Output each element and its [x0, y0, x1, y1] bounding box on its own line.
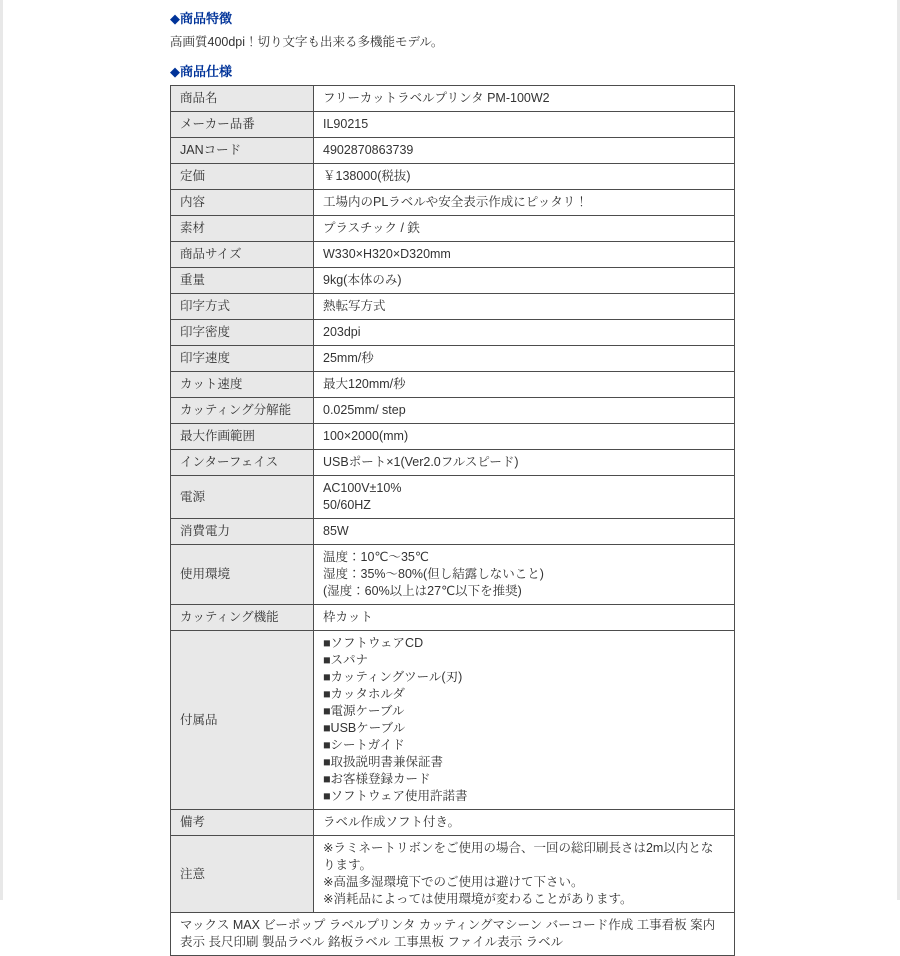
spec-row: [171, 398, 735, 424]
spec-label: カッティング分解能: [171, 398, 314, 424]
spec-value-line: ■お客様登録カード: [323, 772, 431, 786]
spec-value-line: 工場内のPLラベルや安全表示作成にピッタリ！: [323, 195, 588, 209]
spec-label: 印字方式: [171, 294, 314, 320]
spec-value-line: IL90215: [323, 117, 369, 131]
spec-value: [314, 164, 735, 190]
spec-value: [314, 242, 735, 268]
spec-row: [171, 450, 735, 476]
spec-row: [171, 424, 735, 450]
spec-value-line: (湿度：60%以上は27℃以下を推奨): [323, 584, 522, 598]
spec-label: 最大作画範囲: [171, 424, 314, 450]
spec-label: 印字速度: [171, 346, 314, 372]
spec-row: [171, 86, 735, 112]
spec-value: [314, 216, 735, 242]
spec-label: 付属品: [171, 631, 314, 810]
spec-value-line: USBポート×1(Ver2.0フルスピード): [323, 455, 519, 469]
spec-row: [171, 372, 735, 398]
spec-label: 重量: [171, 268, 314, 294]
spec-value: [314, 545, 735, 605]
spec-row: [171, 605, 735, 631]
spec-row: [171, 164, 735, 190]
spec-row: [171, 320, 735, 346]
spec-label: カット速度: [171, 372, 314, 398]
spec-value: [314, 519, 735, 545]
spec-value: [314, 836, 735, 913]
spec-table-body: [171, 86, 735, 956]
spec-value-line: 100×2000(mm): [323, 429, 409, 443]
spec-value: [314, 372, 735, 398]
spec-value-line: ■シートガイド: [323, 738, 405, 752]
spec-value: [314, 190, 735, 216]
spec-label: カッティング機能: [171, 605, 314, 631]
spec-value-line: ￥138000(税抜): [323, 169, 411, 183]
spec-value: [314, 112, 735, 138]
spec-value-line: ■スパナ: [323, 653, 369, 667]
spec-value-line: ■ソフトウェア使用許諾書: [323, 789, 468, 803]
spec-value-line: ラベル作成ソフト付き。: [323, 815, 461, 829]
spec-value-line: ※消耗品によっては使用環境が変わることがあります。: [323, 892, 633, 906]
features-heading: ◆商品特徴: [170, 11, 232, 26]
spec-value: [314, 138, 735, 164]
spec-row: [171, 242, 735, 268]
spec-value-line: 温度：10℃～35℃: [323, 550, 429, 564]
spec-row: [171, 268, 735, 294]
spec-value-line: ■取扱説明書兼保証書: [323, 755, 444, 769]
spec-value: [314, 424, 735, 450]
spec-value-line: AC100V±10%: [323, 481, 402, 495]
spec-label: 内容: [171, 190, 314, 216]
page-content: [170, 0, 735, 956]
spec-row: [171, 836, 735, 913]
spec-row: [171, 545, 735, 605]
spec-value-line: プラスチック / 鉄: [323, 221, 420, 235]
spec-row: [171, 346, 735, 372]
spec-value: [314, 605, 735, 631]
spec-label: JANコード: [171, 138, 314, 164]
spec-value: [314, 346, 735, 372]
spec-value-line: ※ラミネートリボンをご使用の場合、一回の総印刷長さは2m以内となります。: [323, 841, 714, 872]
spec-value-line: W330×H320×D320mm: [323, 247, 451, 261]
spec-label: 注意: [171, 836, 314, 913]
spec-label: 消費電力: [171, 519, 314, 545]
spec-value-line: 枠カット: [323, 610, 373, 624]
spec-value-line: ■電源ケーブル: [323, 704, 405, 718]
spec-value-line: フリーカットラベルプリンタ PM-100W2: [323, 91, 550, 105]
spec-value-line: 熱転写方式: [323, 299, 386, 313]
spec-label: 電源: [171, 476, 314, 519]
spec-label: 定価: [171, 164, 314, 190]
spec-row: [171, 112, 735, 138]
spec-label: 印字密度: [171, 320, 314, 346]
spec-row: [171, 631, 735, 810]
specs-heading: ◆商品仕様: [170, 64, 232, 79]
spec-row: [171, 519, 735, 545]
spec-value-line: 0.025mm/ step: [323, 403, 406, 417]
spec-value: [314, 294, 735, 320]
spec-label: 素材: [171, 216, 314, 242]
spec-value: [314, 631, 735, 810]
spec-value-line: 最大120mm/秒: [323, 377, 406, 391]
spec-value-line: 9kg(本体のみ): [323, 273, 402, 287]
spec-value-line: ■USBケーブル: [323, 721, 406, 735]
spec-row: [171, 810, 735, 836]
spec-label: 商品サイズ: [171, 242, 314, 268]
spec-row: [171, 216, 735, 242]
spec-row: [171, 294, 735, 320]
spec-label: 使用環境: [171, 545, 314, 605]
footer-keywords: マックス MAX ビーポップ ラベルプリンタ カッティングマシーン バーコード作成 工事看板 案内 表示 長尺印刷 製品ラベル 銘板ラベル 工事黒板 ファイル表示 ラベル: [171, 913, 735, 956]
spec-label: メーカー品番: [171, 112, 314, 138]
spec-table: [170, 85, 735, 956]
spec-label: インターフェイス: [171, 450, 314, 476]
spec-label: 商品名: [171, 86, 314, 112]
spec-value-line: 4902870863739: [323, 143, 414, 157]
spec-value-line: 203dpi: [323, 325, 361, 339]
spec-value-line: ■ソフトウェアCD: [323, 636, 424, 650]
spec-row: [171, 190, 735, 216]
spec-value-line: 50/60HZ: [323, 498, 371, 512]
spec-value-line: 25mm/秒: [323, 351, 374, 365]
spec-value-line: ■カッタホルダ: [323, 687, 405, 701]
spec-row: [171, 138, 735, 164]
spec-value: [314, 810, 735, 836]
spec-value-line: 85W: [323, 524, 349, 538]
spec-value: [314, 450, 735, 476]
spec-value-line: ■カッティングツール(刃): [323, 670, 463, 684]
spec-value: [314, 268, 735, 294]
spec-label: 備考: [171, 810, 314, 836]
spec-row: [171, 476, 735, 519]
spec-value-line: 湿度：35%～80%(但し結露しないこと): [323, 567, 544, 581]
spec-value: [314, 86, 735, 112]
footer-row: [171, 913, 735, 956]
spec-value: [314, 320, 735, 346]
features-description: 高画質400dpi！切り文字も出来る多機能モデル。: [170, 35, 444, 49]
spec-value: [314, 398, 735, 424]
spec-value-line: ※高温多湿環境下でのご使用は避けて下さい。: [323, 875, 584, 889]
spec-value: [314, 476, 735, 519]
